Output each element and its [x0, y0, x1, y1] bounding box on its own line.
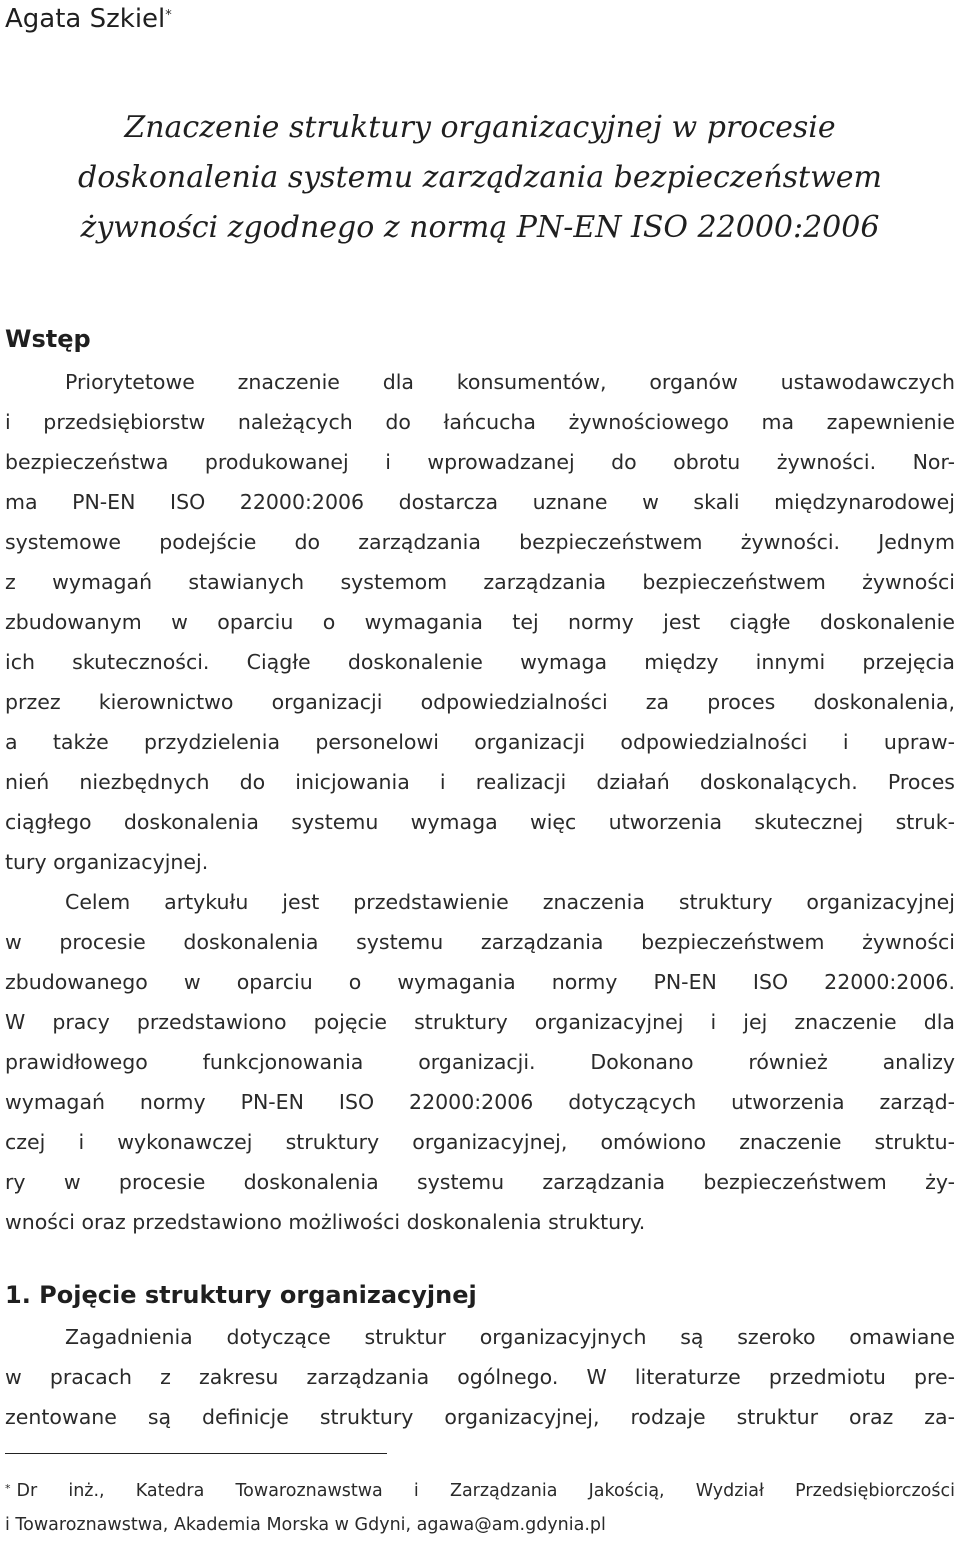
body-line: w pracach z zakresu zarządzania ogólnego. W literaturze przedmiotu pre-	[5, 1365, 955, 1389]
body-line: ry w procesie doskonalenia systemu zarządzania bezpieczeństwem ży-	[5, 1170, 955, 1194]
body-line: tury organizacyjnej.	[5, 850, 209, 874]
title-line: doskonalenia systemu zarządzania bezpieczeństwem	[78, 160, 882, 195]
body-line: systemowe podejście do zarządzania bezpieczeństwem żywności. Jednym	[5, 530, 955, 554]
footnote-text: Dr inż., Katedra Towaroznawstwa i Zarządzania Jakością, Wydział Przedsiębiorczości	[16, 1481, 955, 1501]
section-heading-1: 1. Pojęcie struktury organizacyjnej	[5, 1281, 477, 1309]
body-line: zbudowanym w oparciu o wymagania tej normy jest ciągłe doskonalenie	[5, 610, 955, 634]
body-line: W pracy przedstawiono pojęcie struktury organizacyjnej i jej znaczenie dla	[5, 1010, 955, 1034]
body-line: prawidłowego funkcjonowania organizacji. Dokonano również analizy	[5, 1050, 955, 1074]
body-line: zentowane są definicje struktury organizacyjnej, rodzaje struktur oraz za-	[5, 1405, 955, 1429]
body-line: czej i wykonawczej struktury organizacyjnej, omówiono znaczenie struktu-	[5, 1130, 955, 1154]
section-heading-intro: Wstęp	[5, 325, 91, 353]
author-name: Agata Szkiel	[5, 4, 166, 34]
body-line: ciągłego doskonalenia systemu wymaga więc utworzenia skutecznej struk-	[5, 810, 955, 834]
body-line: a także przydzielenia personelowi organizacji odpowiedzialności i upraw-	[5, 730, 955, 754]
footnote-line	[5, 1478, 955, 1504]
body-line: i przedsiębiorstw należących do łańcucha żywnościowego ma zapewnienie	[5, 410, 955, 434]
footnote-line: i Towaroznawstwa, Akademia Morska w Gdyni, agawa@am.gdynia.pl	[5, 1515, 606, 1535]
body-line: wymagań normy PN-EN ISO 22000:2006 dotyczących utworzenia zarząd-	[5, 1090, 955, 1114]
author-line	[5, 4, 172, 34]
body-line: Priorytetowe znaczenie dla konsumentów, organów ustawodawczych	[65, 370, 955, 394]
footnote-separator	[5, 1453, 387, 1454]
title-line: żywności zgodnego z normą PN-EN ISO 22000:2006	[80, 210, 880, 245]
title-line: Znaczenie struktury organizacyjnej w procesie	[124, 110, 836, 145]
footnote-marker: *	[5, 1482, 11, 1495]
body-line: ich skuteczności. Ciągłe doskonalenie wymaga między innymi przejęcia	[5, 650, 955, 674]
body-line: zbudowanego w oparciu o wymagania normy PN-EN ISO 22000:2006.	[5, 970, 955, 994]
body-line: ma PN-EN ISO 22000:2006 dostarcza uznane w skali międzynarodowej	[5, 490, 955, 514]
body-line: w procesie doskonalenia systemu zarządzania bezpieczeństwem żywności	[5, 930, 955, 954]
body-line: Zagadnienia dotyczące struktur organizacyjnych są szeroko omawiane	[65, 1325, 955, 1349]
body-line: z wymagań stawianych systemom zarządzania bezpieczeństwem żywności	[5, 570, 955, 594]
body-line: Celem artykułu jest przedstawienie znaczenia struktury organizacyjnej	[65, 890, 955, 914]
body-line: bezpieczeństwa produkowanej i wprowadzanej do obrotu żywności. Nor-	[5, 450, 955, 474]
author-footnote-marker: *	[165, 8, 172, 23]
body-line: przez kierownictwo organizacji odpowiedzialności za proces doskonalenia,	[5, 690, 955, 714]
body-line: wności oraz przedstawiono możliwości doskonalenia struktury.	[5, 1210, 646, 1234]
body-line: nień niezbędnych do inicjowania i realizacji działań doskonalących. Proces	[5, 770, 955, 794]
